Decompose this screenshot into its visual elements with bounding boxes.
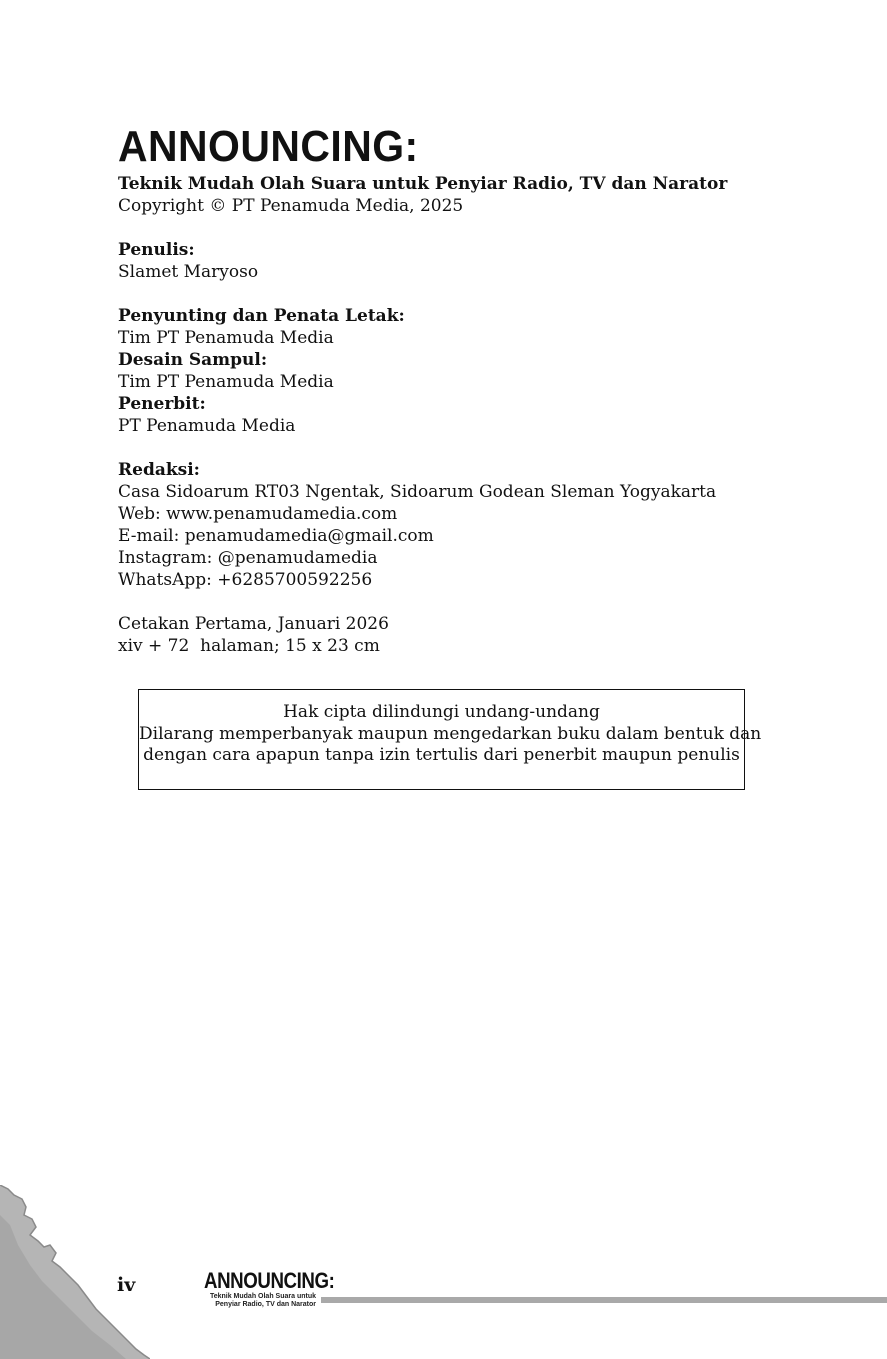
redaksi-email: E-mail: penamudamedia@gmail.com <box>118 526 434 546</box>
torn-paper-decoration <box>0 1185 150 1359</box>
redaksi-instagram: Instagram: @penamudamedia <box>118 548 378 568</box>
footer-divider <box>321 1297 887 1303</box>
desain-value: Tim PT Penamuda Media <box>118 372 334 392</box>
penulis-label: Penulis: <box>118 240 195 260</box>
halaman-line: xiv + 72 halaman; 15 x 23 cm <box>118 636 380 656</box>
book-logo <box>204 1268 335 1309</box>
notice-line-1: Hak cipta dilindungi undang-undang <box>283 702 600 722</box>
notice-line-2: Dilarang memperbanyak maupun mengedarkan buku dalam bentuk dan <box>139 723 762 744</box>
redaksi-address: Casa Sidoarum RT03 Ngentak, Sidoarum Godean Sleman Yogyakarta <box>118 482 717 502</box>
page-number: iv <box>117 1274 136 1296</box>
desain-label: Desain Sampul: <box>118 350 268 370</box>
logo-subtitle-1: Teknik Mudah Olah Suara untuk <box>209 1293 316 1300</box>
copyright-line: Copyright © PT Penamuda Media, 2025 <box>118 196 464 216</box>
notice-line-3: dengan cara apapun tanpa izin tertulis dari penerbit maupun penulis <box>143 745 740 765</box>
penyunting-value: Tim PT Penamuda Media <box>118 328 334 348</box>
copyright-notice-box <box>138 689 762 790</box>
colophon <box>118 173 818 657</box>
penerbit-label: Penerbit: <box>118 394 206 414</box>
cetakan-line: Cetakan Pertama, Januari 2026 <box>118 614 389 634</box>
logo-subtitle-2: Penyiar Radio, TV dan Narator <box>215 1301 316 1308</box>
redaksi-label: Redaksi: <box>118 460 200 480</box>
logo-title: ANNOUNCING: <box>204 1268 335 1293</box>
book-subtitle: Teknik Mudah Olah Suara untuk Penyiar Radio, TV dan Narator <box>118 174 728 194</box>
page-title: ANNOUNCING: <box>118 122 419 171</box>
penerbit-value: PT Penamuda Media <box>118 416 296 436</box>
redaksi-whatsapp: WhatsApp: +6285700592256 <box>118 570 373 590</box>
penyunting-label: Penyunting dan Penata Letak: <box>118 306 405 326</box>
penulis-value: Slamet Maryoso <box>118 262 259 282</box>
redaksi-web: Web: www.penamudamedia.com <box>118 504 398 524</box>
